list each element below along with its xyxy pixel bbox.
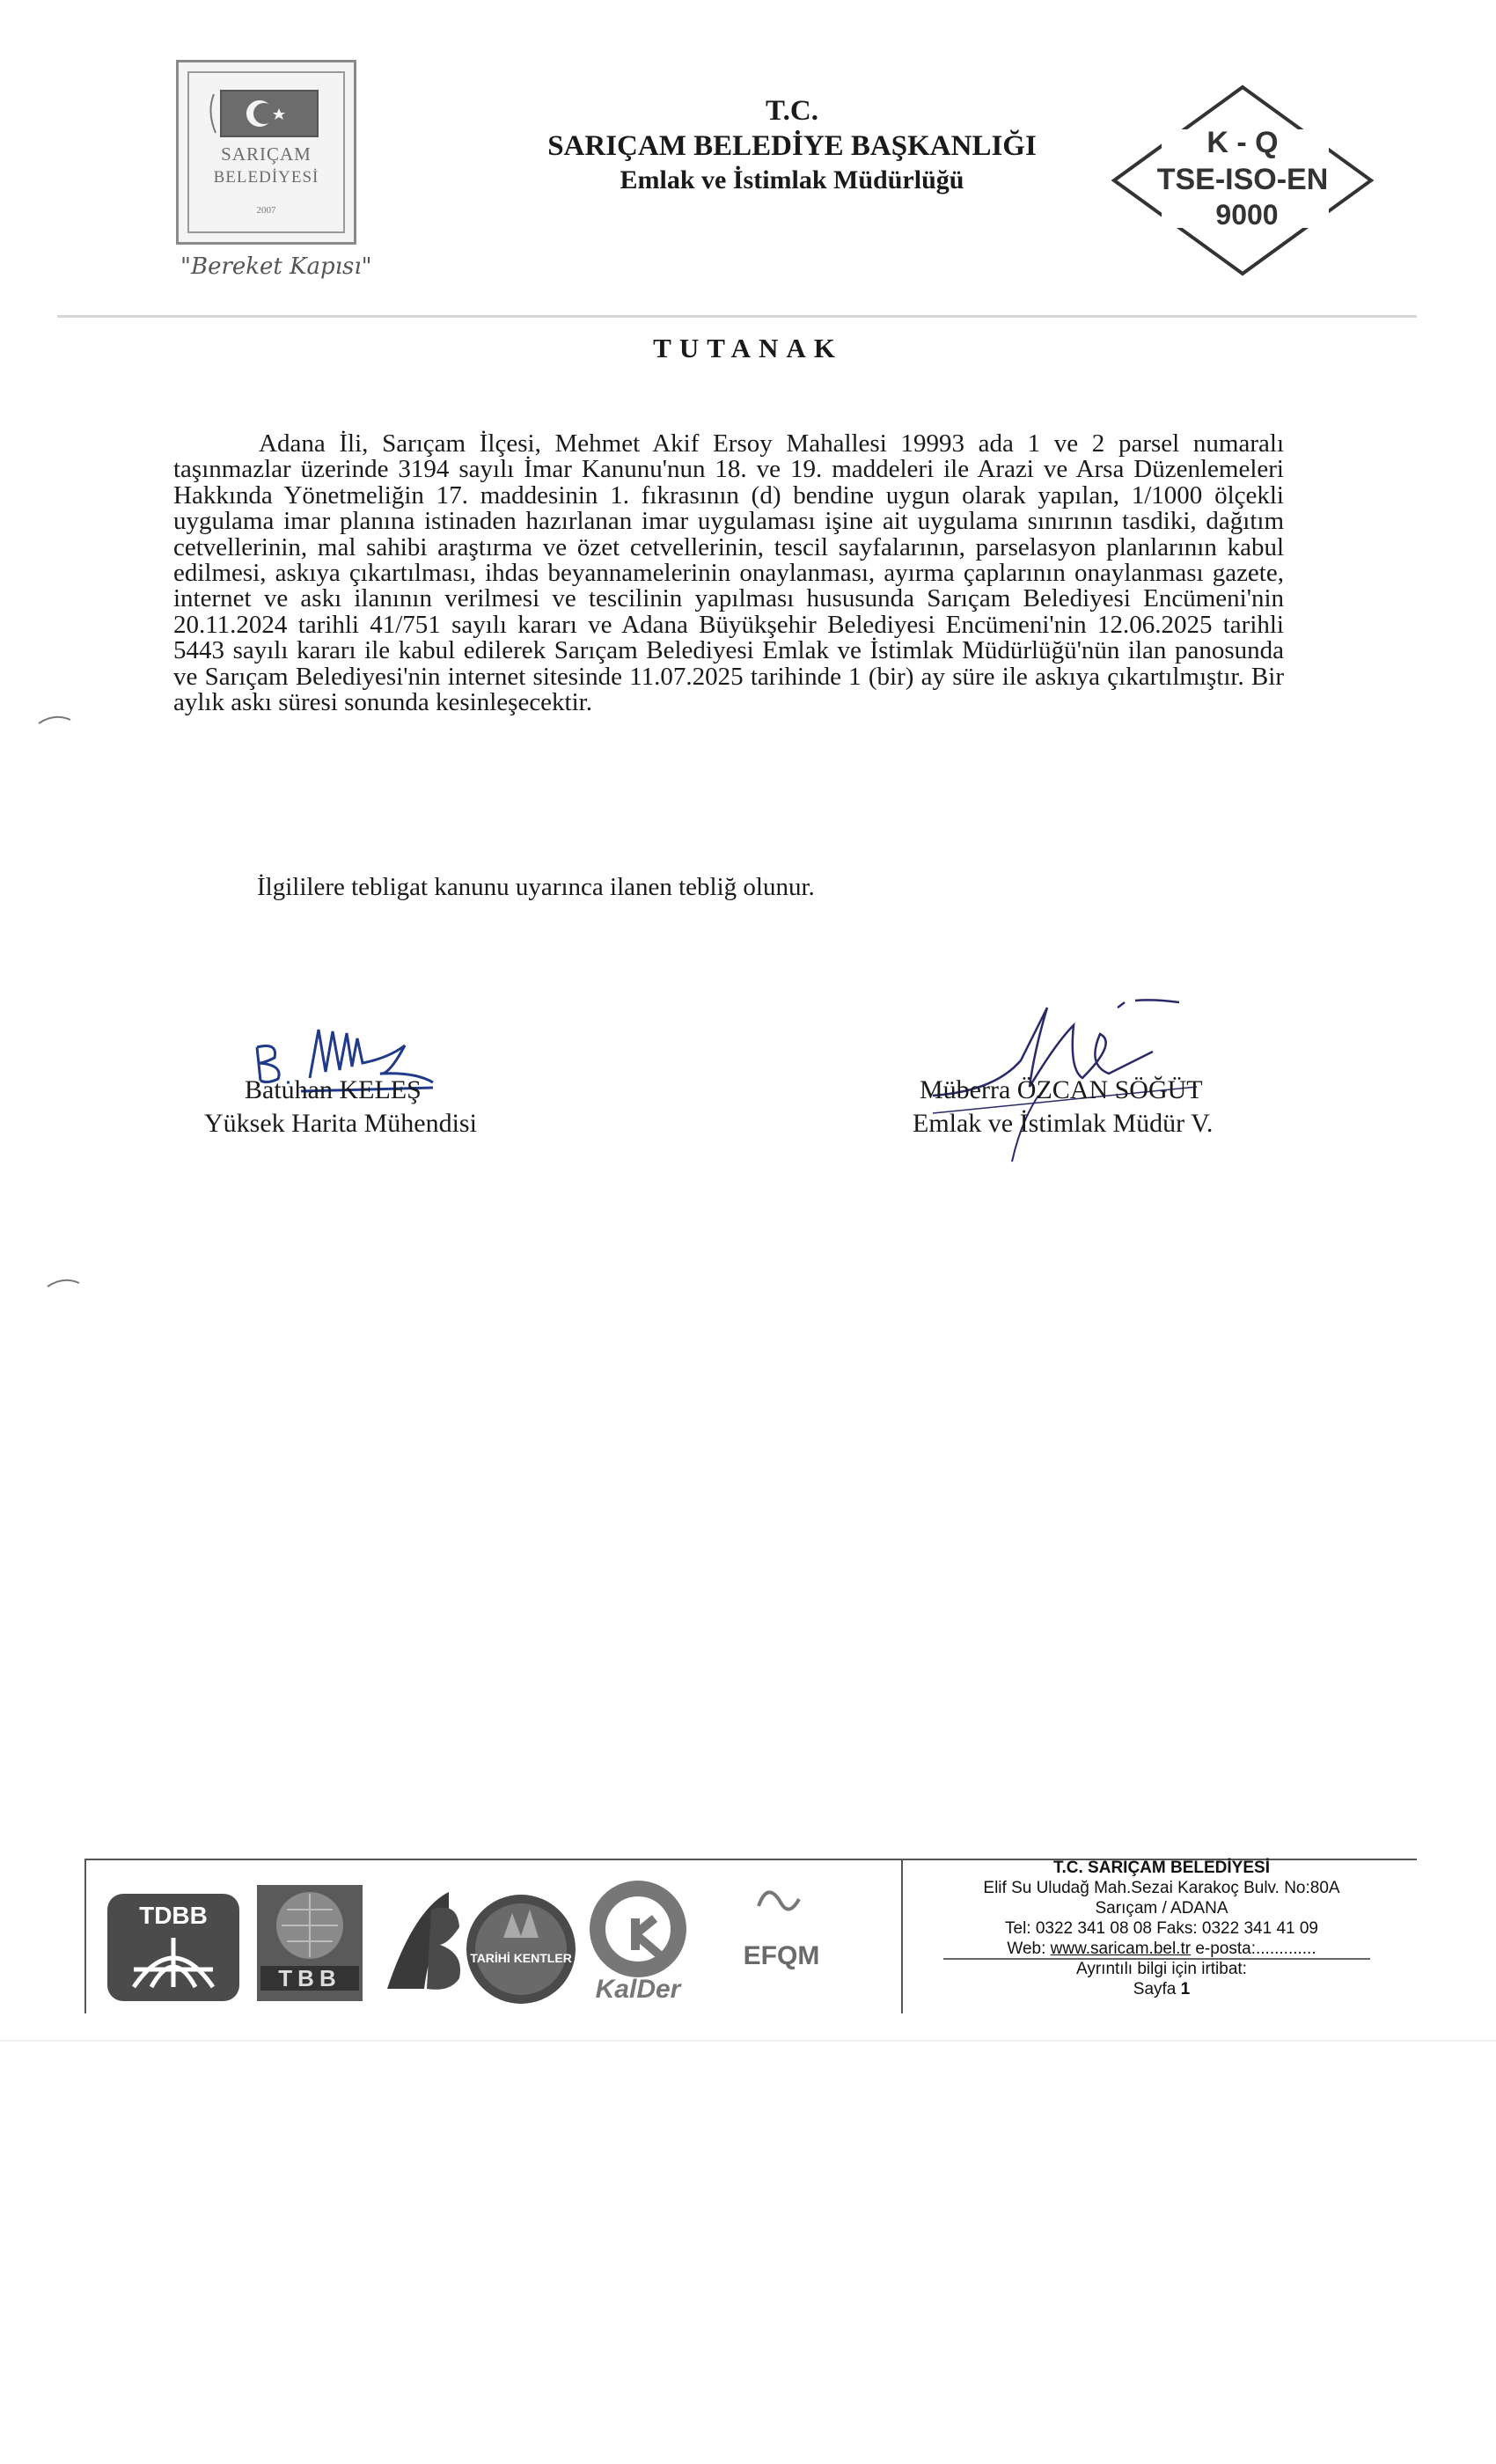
footer-organization: T.C. SARIÇAM BELEDİYESİ xyxy=(1053,1859,1270,1877)
quality-certificate-badge xyxy=(1111,84,1375,277)
efqm-logo xyxy=(744,1892,820,1970)
logo-year: 2007 xyxy=(256,205,276,216)
header-tc: T.C. xyxy=(766,95,818,127)
flag-icon xyxy=(205,85,333,142)
footer-left-rule xyxy=(84,1859,86,2013)
footer-phone-fax: Tel: 0322 341 08 08 Faks: 0322 341 41 09 xyxy=(1005,1919,1318,1938)
header-divider xyxy=(57,315,1417,318)
kalder-logo xyxy=(596,1888,683,2004)
footer-divider xyxy=(901,1859,903,2013)
punch-hole-mark-icon xyxy=(37,713,72,725)
logo-name-line1: SARIÇAM xyxy=(221,143,312,165)
badge-line3: 9000 xyxy=(1215,199,1279,231)
badge-line1: K - Q xyxy=(1206,126,1279,159)
footer-address-line1: Elif Su Uludağ Mah.Sezai Karakoç Bulv. No:80A xyxy=(983,1879,1340,1897)
union-logo xyxy=(387,1892,460,1990)
footer-page-number xyxy=(906,1980,1417,1999)
kalder-text: KalDer xyxy=(595,1975,681,2004)
tdbb-logo xyxy=(107,1894,239,2001)
footer-web-line xyxy=(906,1940,1417,1959)
header-institution: SARIÇAM BELEDİYE BAŞKANLIĞI xyxy=(547,130,1037,162)
left-signatory-title: Yüksek Harita Mühendisi xyxy=(204,1109,477,1138)
tbb-logo xyxy=(257,1885,363,2001)
footer-web-label: Web: xyxy=(1007,1940,1051,1958)
page-number: 1 xyxy=(1180,1980,1191,1998)
municipality-logo xyxy=(176,60,356,245)
footer-email-label: e-posta:............. xyxy=(1191,1940,1316,1958)
tdbb-logo-text: TDBB xyxy=(139,1902,208,1929)
document-body xyxy=(173,431,1284,715)
footer-contact-label: Ayrıntılı bilgi için irtibat: xyxy=(1076,1960,1247,1978)
badge-line2: TSE-ISO-EN xyxy=(1156,163,1329,196)
right-signatory-name: Müberra ÖZCAN SÖĞÜT xyxy=(920,1075,1203,1104)
efqm-text: EFQM xyxy=(743,1941,820,1970)
tarihi-kentler-text: TARİHİ KENTLER xyxy=(470,1951,572,1965)
footer-address-line2: Sarıçam / ADANA xyxy=(1095,1899,1228,1918)
scan-page-edge xyxy=(0,2040,1496,2042)
logo-name-line2: BELEDİYESİ xyxy=(213,168,319,187)
footer-web-link[interactable]: www.saricam.bel.tr xyxy=(1050,1940,1192,1958)
right-signatory-title: Emlak ve İstimlak Müdür V. xyxy=(913,1109,1214,1138)
logo-slogan: "Bereket Kapısı" xyxy=(180,253,372,280)
header-department: Emlak ve İstimlak Müdürlüğü xyxy=(620,165,964,194)
document-title: TUTANAK xyxy=(653,333,843,363)
tbb-logo-text: TBB xyxy=(278,1965,341,1991)
notice-text: İlgililere tebligat kanunu uyarınca ilanen tebliğ olunur. xyxy=(257,873,815,901)
page-label: Sayfa xyxy=(1133,1980,1181,1998)
body-paragraph: Adana İli, Sarıçam İlçesi, Mehmet Akif Ersoy Mahallesi 19993 ada 1 ve 2 parsel numaralı taşınmazlar üzerinde 3194 sayılı İmar Kanunu'nun 18. ve 19. maddeleri ile Arazi ve Arsa Düzenlemeleri Hakkında Yönetmeliğin 17. maddesinin 1. fıkrasının (d) bendine uygun olarak yapılan, 1/1000 ölçekli uygulama imar planına istinaden hazırlanan imar uygulaması işine ait uygulama sınırının tasdiki, dağıtım cetvellerinin, mal sahibi araştırma ve özet cetvellerinin, tescil sayfalarının, parselasyon planlarının kabul edilmesi, askıya çıkartılması, ihdas beyannamelerinin onaylanması, ayırma çaplarının onaylanması gazete, internet ve askı ilanının verilmesi ve tescilinin yapılması hususunda Sarıçam Belediyesi Encümeni'nin 20.11.2024 tarihli 41/751 sayılı kararı ve Adana Büyükşehir Belediyesi Encümeni'nin 12.06.2025 tarihli 5443 sayılı kararı ile kabul edilerek Sarıçam Belediyesi Emlak ve İstimlak Müdürlüğü'nün ilan panosunda ve Sarıçam Belediyesi'nin internet sitesinde 11.07.2025 tarihinde 1 (bir) ay süre ile askıya çıkartılmıştır. Bir aylık askı süresi sonunda kesinleşecektir. xyxy=(173,429,1284,717)
footer-logos xyxy=(97,1874,889,2006)
tarihi-kentler-logo xyxy=(466,1895,576,2004)
left-signatory-name: Batuhan KELEŞ xyxy=(245,1075,422,1104)
punch-hole-mark-icon xyxy=(46,1276,81,1288)
